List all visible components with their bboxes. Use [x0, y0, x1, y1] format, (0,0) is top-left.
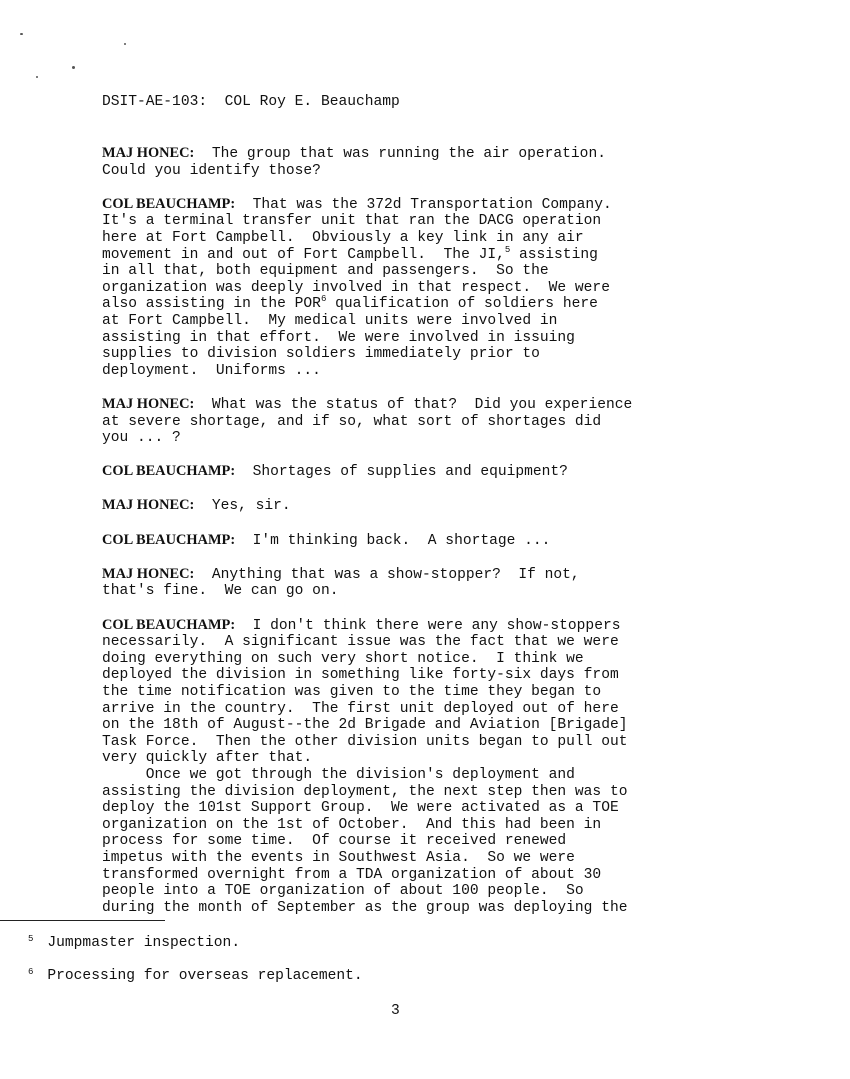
transcript-paragraph — [102, 617, 742, 917]
transcript-line: Shortages of supplies and equipment? — [235, 464, 568, 481]
footnote-ref: 6 — [320, 294, 327, 305]
transcript-line: supplies to division soldiers immediately prior to — [102, 346, 540, 363]
transcript-line: here at Fort Campbell. Obviously a key link in any air — [102, 229, 584, 246]
scan-speck — [36, 76, 38, 78]
transcript-paragraph — [102, 196, 742, 380]
transcript-line: Could you identify those? — [102, 162, 321, 179]
transcript-line: assisting in that effort. We were involved in issuing — [102, 329, 575, 346]
transcript-line: organization was deeply involved in that respect. We were — [102, 279, 610, 296]
speaker-label: MAJ HONEC: — [102, 565, 195, 582]
transcript-line: What was the status of that? Did you experience — [194, 396, 633, 413]
transcript-paragraph — [102, 566, 742, 600]
transcript-line: deploy the 101st Support Group. We were activated as a TOE — [102, 800, 619, 817]
scan-speck — [124, 43, 126, 45]
transcript-body — [102, 145, 742, 916]
footnote-ref: 5 — [504, 244, 511, 255]
speaker-label: COL BEAUCHAMP: — [102, 531, 236, 548]
transcript-line: impetus with the events in Southwest Asia. So we were — [102, 849, 575, 866]
transcript-line: Once we got through the division's deployment and — [102, 766, 575, 783]
transcript-line: necessarily. A significant issue was the fact that we were — [102, 634, 619, 651]
speaker-label: MAJ HONEC: — [102, 395, 195, 412]
transcript-line: organization on the 1st of October. And this had been in — [102, 816, 602, 833]
transcript-line: I don't think there were any show-stoppers — [235, 617, 621, 634]
transcript-line: Yes, sir. — [194, 498, 291, 515]
footnote-mark: 6 — [28, 967, 34, 977]
footnote-text: Processing for overseas replacement. — [47, 968, 363, 984]
transcript-line: It's a terminal transfer unit that ran the DACG operation — [102, 213, 602, 230]
transcript-paragraph — [102, 396, 742, 447]
footnote — [28, 968, 363, 986]
document-header: DSIT-AE-103: COL Roy E. Beauchamp — [102, 94, 400, 110]
speaker-label: MAJ HONEC: — [102, 497, 195, 514]
transcript-line: Anything that was a show-stopper? If not, — [194, 566, 580, 583]
transcript-line: during the month of September as the group was deploying the — [102, 899, 628, 916]
transcript-line: people into a TOE organization of about 100 people. So — [102, 883, 584, 900]
transcript-line: arrive in the country. The first unit deployed out of here — [102, 700, 619, 717]
footnote-mark: 5 — [28, 934, 34, 944]
speaker-label: COL BEAUCHAMP: — [102, 195, 236, 212]
transcript-line: at Fort Campbell. My medical units were involved in — [102, 312, 558, 329]
transcript-line: deployment. Uniforms ... — [102, 362, 321, 379]
transcript-line: Task Force. Then the other division units began to pull out — [102, 733, 628, 750]
transcript-line: you ... ? — [102, 430, 181, 447]
transcript-line: also assisting in the POR — [102, 296, 321, 313]
transcript-paragraph — [102, 145, 742, 179]
transcript-line-suffix: assisting — [510, 246, 598, 263]
scan-speck — [20, 33, 23, 35]
speaker-label: MAJ HONEC: — [102, 145, 195, 161]
transcript-line: at severe shortage, and if so, what sort of shortages did — [102, 413, 602, 430]
transcript-line: I'm thinking back. A shortage ... — [235, 532, 551, 549]
transcript-line-suffix: qualification of soldiers here — [326, 296, 598, 313]
footnote-text: Jumpmaster inspection. — [47, 935, 241, 951]
transcript-paragraph — [102, 497, 742, 515]
transcript-line: movement in and out of Fort Campbell. The JI, — [102, 246, 505, 263]
transcript-line: on the 18th of August--the 2d Brigade and Aviation [Brigade] — [102, 717, 628, 734]
transcript-line: That was the 372d Transportation Company. — [235, 196, 612, 213]
transcript-line: that's fine. We can go on. — [102, 583, 339, 600]
transcript-line: process for some time. Of course it received renewed — [102, 833, 567, 850]
speaker-label: COL BEAUCHAMP: — [102, 616, 236, 633]
page-number: 3 — [391, 1003, 400, 1019]
transcript-line: the time notification was given to the time they began to — [102, 684, 602, 700]
transcript-line: assisting the division deployment, the next step then was to — [102, 783, 628, 800]
transcript-line: in all that, both equipment and passengers. So the — [102, 263, 549, 280]
transcript-line: doing everything on such very short notice. I think we — [102, 650, 584, 667]
footnote — [28, 935, 240, 953]
transcript-paragraph — [102, 532, 742, 550]
transcript-paragraph — [102, 463, 742, 481]
scan-speck — [72, 66, 75, 69]
transcript-line: very quickly after that. — [102, 750, 313, 767]
transcript-line: deployed the division in something like forty-six days from — [102, 667, 619, 684]
speaker-label: COL BEAUCHAMP: — [102, 463, 236, 480]
transcript-line: transformed overnight from a TDA organization of about 30 — [102, 866, 602, 883]
footnote-divider — [0, 920, 165, 921]
transcript-line: The group that was running the air operation. — [194, 146, 606, 162]
